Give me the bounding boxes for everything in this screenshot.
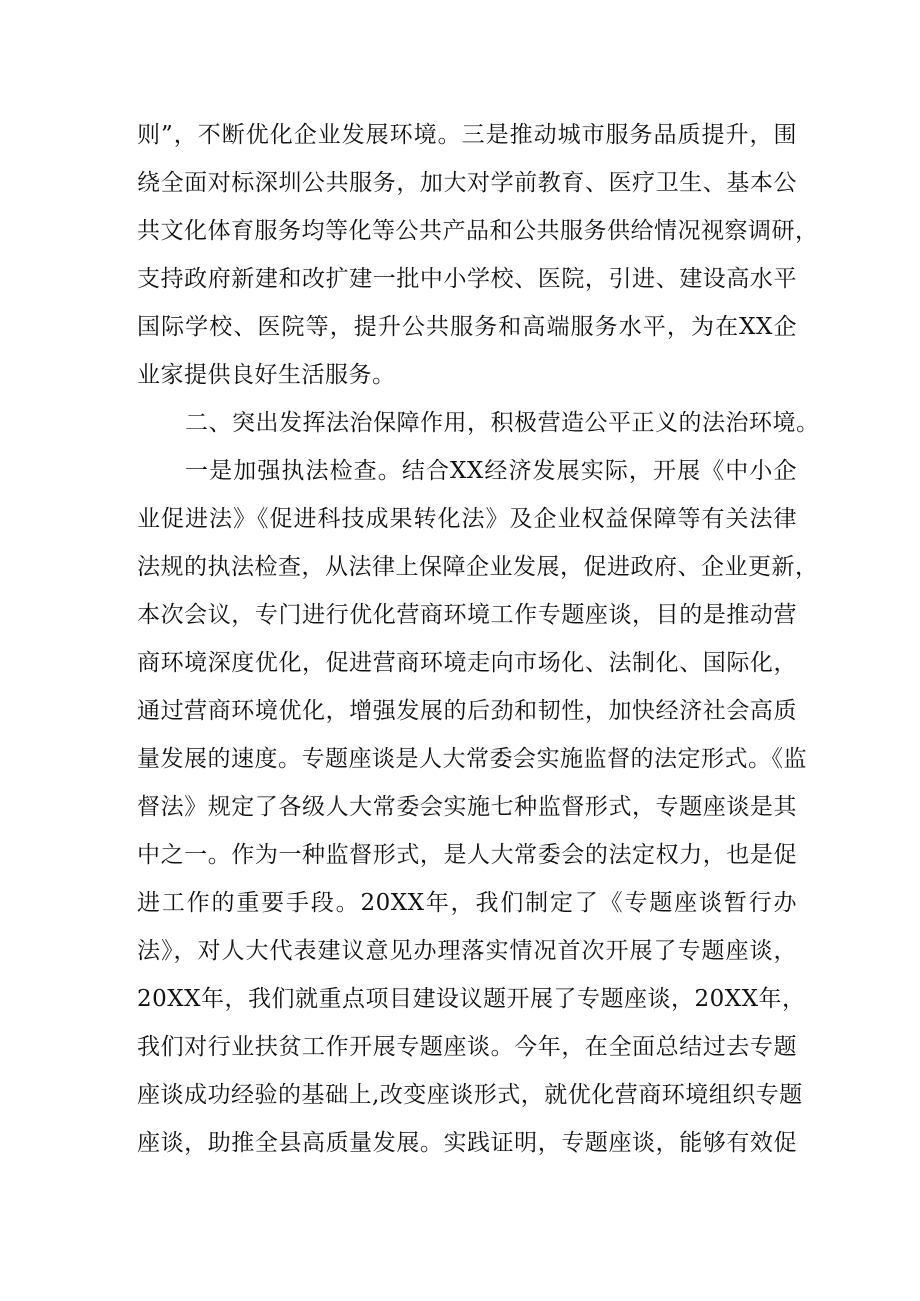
section-heading: 二、突出发挥法治保障作用，积极营造公平正义的法治环境。: [185, 410, 820, 436]
paragraph-line: 量发展的速度。专题座谈是人大常委会实施监督的法定形式。《监: [137, 746, 807, 772]
paragraph-line: 业促进法》《促进科技成果转化法》及企业权益保障等有关法律: [137, 506, 797, 532]
paragraph-line: 支持政府新建和改扩建一批中小学校、医院，引进、建设高水平: [137, 266, 797, 292]
paragraph-line: 通过营商环境优化，增强发展的后劲和韧性，加快经济社会高质: [137, 698, 797, 724]
paragraph-line: 法规的执法检查，从法律上保障企业发展，促进政府、企业更新，: [137, 554, 819, 580]
paragraph-line: 一是加强执法检查。结合XX经济发展实际，开展《中小企: [185, 458, 797, 484]
paragraph-line: 座谈，助推全县高质量发展。实践证明，专题座谈，能够有效促: [137, 1130, 797, 1156]
paragraph-line: 中之一。作为一种监督形式，是人大常委会的法定权力，也是促: [137, 842, 797, 868]
paragraph-line: 绕全面对标深圳公共服务，加大对学前教育、医疗卫生、基本公: [137, 170, 797, 196]
paragraph-line: 则”，不断优化企业发展环境。三是推动城市服务品质提升，围: [137, 122, 797, 148]
paragraph-line: 督法》规定了各级人大常委会实施七种监督形式，专题座谈是其: [137, 794, 797, 820]
paragraph-line: 进工作的重要手段。20XX年，我们制定了《专题座谈暂行办: [137, 890, 797, 916]
paragraph-line: 共文化体育服务均等化等公共产品和公共服务供给情况视察调研，: [137, 218, 819, 244]
paragraph-line: 国际学校、医院等，提升公共服务和高端服务水平，为在XX企: [137, 314, 797, 340]
paragraph-line: 座谈成功经验的基础上,改变座谈形式，就优化营商环境组织专题: [137, 1082, 803, 1108]
paragraph-line: 我们对行业扶贫工作开展专题座谈。今年，在全面总结过去专题: [137, 1034, 797, 1060]
paragraph-line: 20XX年，我们就重点项目建设议题开展了专题座谈，20XX年，: [137, 986, 806, 1012]
paragraph-line: 法》，对人大代表建议意见办理落实情况首次开展了专题座谈，: [137, 938, 797, 964]
paragraph-line: 本次会议，专门进行优化营商环境工作专题座谈，目的是推动营: [137, 602, 797, 628]
paragraph-line: 业家提供良好生活服务。: [137, 362, 396, 388]
paragraph-line: 商环境深度优化，促进营商环境走向市场化、法制化、国际化，: [137, 650, 797, 676]
